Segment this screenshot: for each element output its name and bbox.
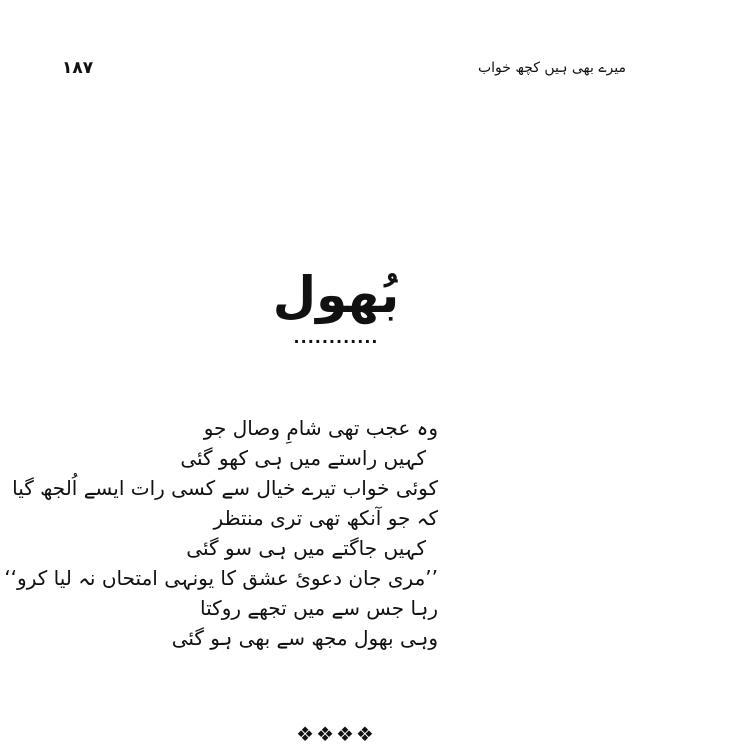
poem-line: وہی بھول مجھ سے بھی ہو گئی <box>171 626 438 650</box>
poem-line: کوئی خواب تیرے خیال سے کسی رات ایسے اُلجھ گیا <box>12 476 438 500</box>
poem-line: کہ جو آنکھ تھی تری منتظر <box>213 506 438 530</box>
poem-line: ’’مری جان دعوئ عشق کا یونہی امتحاں نہ لیا کرو‘‘ <box>4 566 438 590</box>
title-ornament: ............ <box>293 328 379 347</box>
page-number: ۱۸۷ <box>62 58 94 78</box>
end-ornament: ❖❖❖❖ <box>296 722 376 746</box>
poem-line: کہیں راستے میں ہی کھو گئی <box>180 446 426 470</box>
poem-line: رہا جس سے میں تجھے روکتا <box>200 596 438 620</box>
running-head: میرے بھی ہیں کچھ خواب <box>477 60 626 76</box>
poem-line: وہ عجب تھی شامِ وصال جو <box>203 416 438 440</box>
poem-line: کہیں جاگتے میں ہی سو گئی <box>186 536 426 560</box>
poem-title: بُھول <box>272 266 400 324</box>
poem-body <box>4 413 438 653</box>
